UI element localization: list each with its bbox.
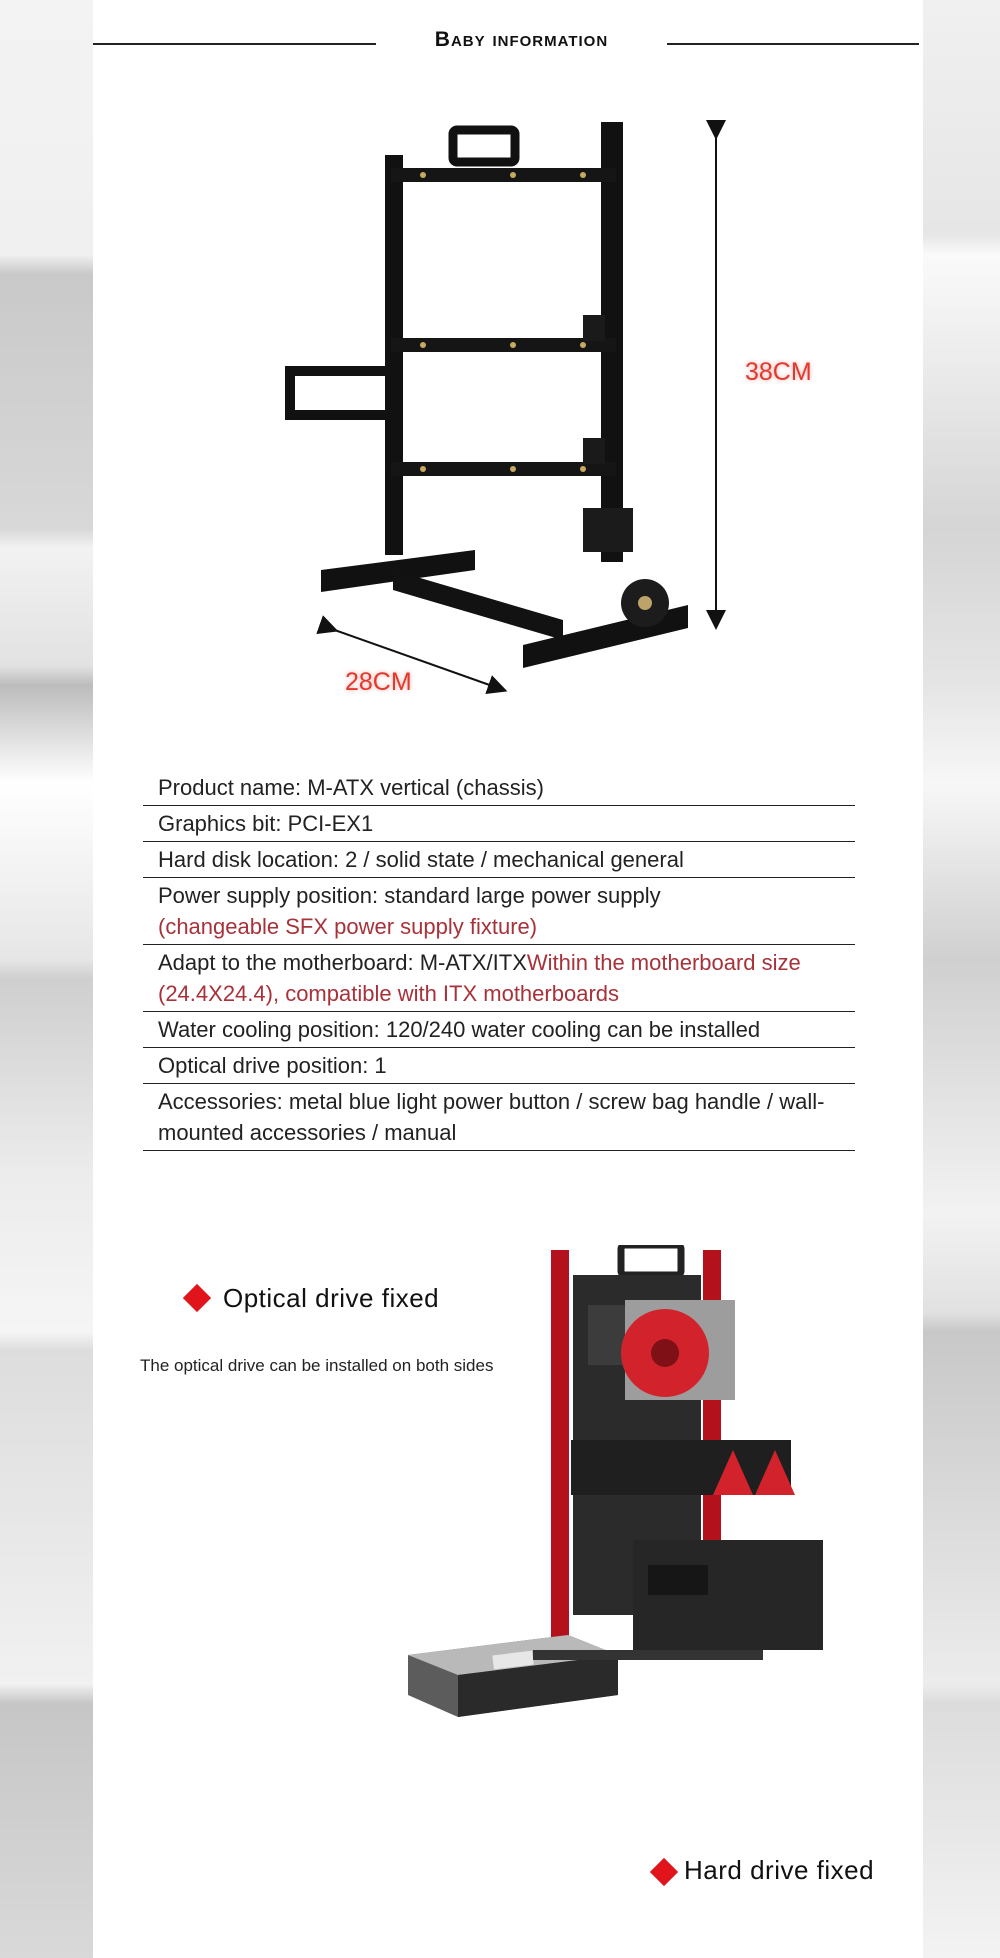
width-dimension-label: 28CM: [345, 668, 412, 696]
spec-row: [143, 945, 855, 1012]
spec-row: [143, 1012, 855, 1048]
header-divider-left: [93, 43, 376, 45]
optical-feature-description: The optical drive can be installed on both sides: [140, 1356, 494, 1375]
spec-row: [143, 1084, 855, 1151]
right-decor-background: [923, 0, 1000, 1958]
left-decor-background: [0, 0, 93, 1958]
hdd-feature-title: Hard drive fixed: [684, 1855, 875, 1885]
spec-label: Power supply position: standard large power supply: [158, 883, 661, 908]
spec-note: Within the motherboard size (24.4X24.4), compatible with ITX motherboards: [158, 950, 801, 1006]
spec-label: Accessories: metal blue light power button / screw bag handle / wall-mounted accessories / manual: [158, 1089, 825, 1145]
height-dimension-label: 38CM: [745, 358, 812, 386]
spec-table: [143, 770, 855, 1151]
optical-feature-title: Optical drive fixed: [223, 1283, 440, 1313]
header-divider-right: [667, 43, 919, 45]
product-detail-page: [93, 0, 923, 1958]
section-title: Baby information: [434, 28, 609, 51]
spec-row: [143, 806, 855, 842]
spec-row: [143, 1048, 855, 1084]
spec-row: [143, 770, 855, 806]
spec-row: [143, 878, 855, 945]
spec-label: Graphics bit: PCI-EX1: [158, 811, 374, 836]
spec-label: Water cooling position: 120/240 water cooling can be installed: [158, 1017, 761, 1042]
spec-label: Product name: M-ATX vertical (chassis): [158, 775, 544, 800]
spec-note: (changeable SFX power supply fixture): [158, 914, 538, 939]
spec-label: Adapt to the motherboard: M-ATX/ITX: [158, 950, 527, 975]
assembled-pc-illustration: [403, 1245, 843, 1745]
red-diamond-icon: [650, 1858, 678, 1886]
red-diamond-icon: [183, 1284, 211, 1312]
spec-row: [143, 842, 855, 878]
spec-label: Optical drive position: 1: [158, 1053, 387, 1078]
spec-label: Hard disk location: 2 / solid state / mechanical general: [158, 847, 684, 872]
chassis-frame-illustration: [93, 100, 923, 700]
